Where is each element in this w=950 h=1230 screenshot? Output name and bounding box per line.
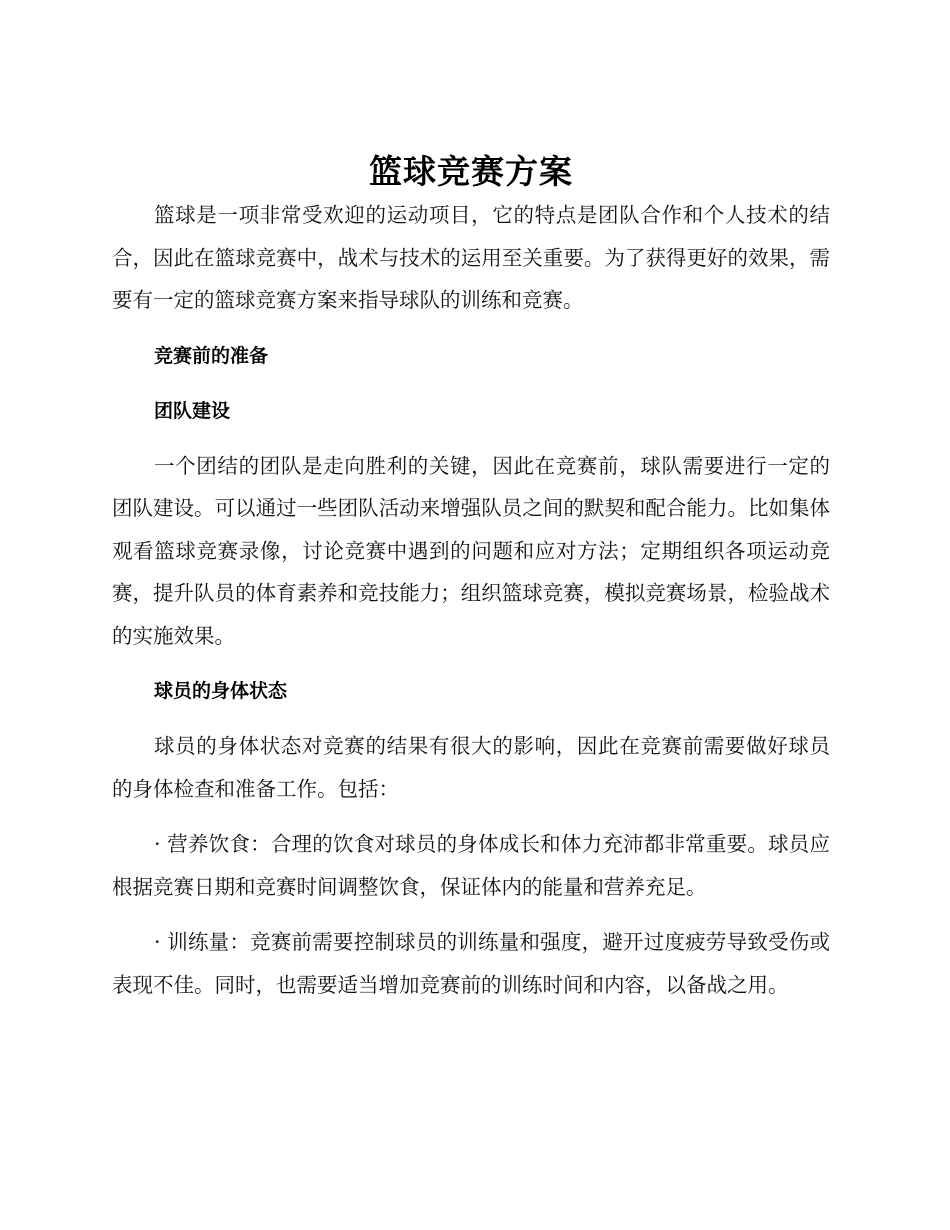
document-page — [112, 150, 830, 1006]
intro-paragraph: 篮球是一项非常受欢迎的运动项目，它的特点是团队合作和个人技术的结合，因此在篮球竞赛中，战术与技术的运用至关重要。为了获得更好的效果，需要有一定的篮球竞赛方案来指导球队的训练和竞赛。 — [112, 203, 830, 312]
team-building-paragraph: 一个团结的团队是走向胜利的关键，因此在竞赛前，球队需要进行一定的团队建设。可以通过一些团队活动来增强队员之间的默契和配合能力。比如集体观看篮球竞赛录像，讨论竞赛中遇到的问题和应对方法；定期组织各项运动竞赛，提升队员的体育素养和竞技能力；组织篮球竞赛，模拟竞赛场景，检验战术的实施效果。 — [112, 453, 830, 648]
spacer — [112, 322, 830, 335]
spacer — [112, 810, 830, 823]
spacer — [112, 432, 830, 445]
physical-state-paragraph: 球员的身体状态对竞赛的结果有很大的影响，因此在竞赛前需要做好球员的身体检查和准备工作。包括： — [112, 734, 830, 801]
subheading-physical-state: 球员的身体状态 — [154, 680, 288, 702]
list-item-training-load: · 训练量：竞赛前需要控制球员的训练量和强度，避开过度疲劳导致受伤或表现不佳。同时，也需要适当增加竞赛前的训练时间和内容，以备战之用。 — [112, 930, 830, 997]
spacer — [112, 377, 830, 390]
spacer — [112, 712, 830, 725]
subheading-team-building: 团队建设 — [154, 399, 231, 422]
document-title: 篮球竞赛方案 — [369, 152, 573, 191]
section-heading-preparation: 竞赛前的准备 — [154, 344, 269, 367]
list-item-nutrition: · 营养饮食：合理的饮食对球员的身体成长和体力充沛都非常重要。球员应根据竞赛日期和竞赛时间调整饮食，保证体内的能量和营养充足。 — [112, 832, 830, 899]
spacer — [112, 908, 830, 921]
spacer — [112, 657, 830, 670]
